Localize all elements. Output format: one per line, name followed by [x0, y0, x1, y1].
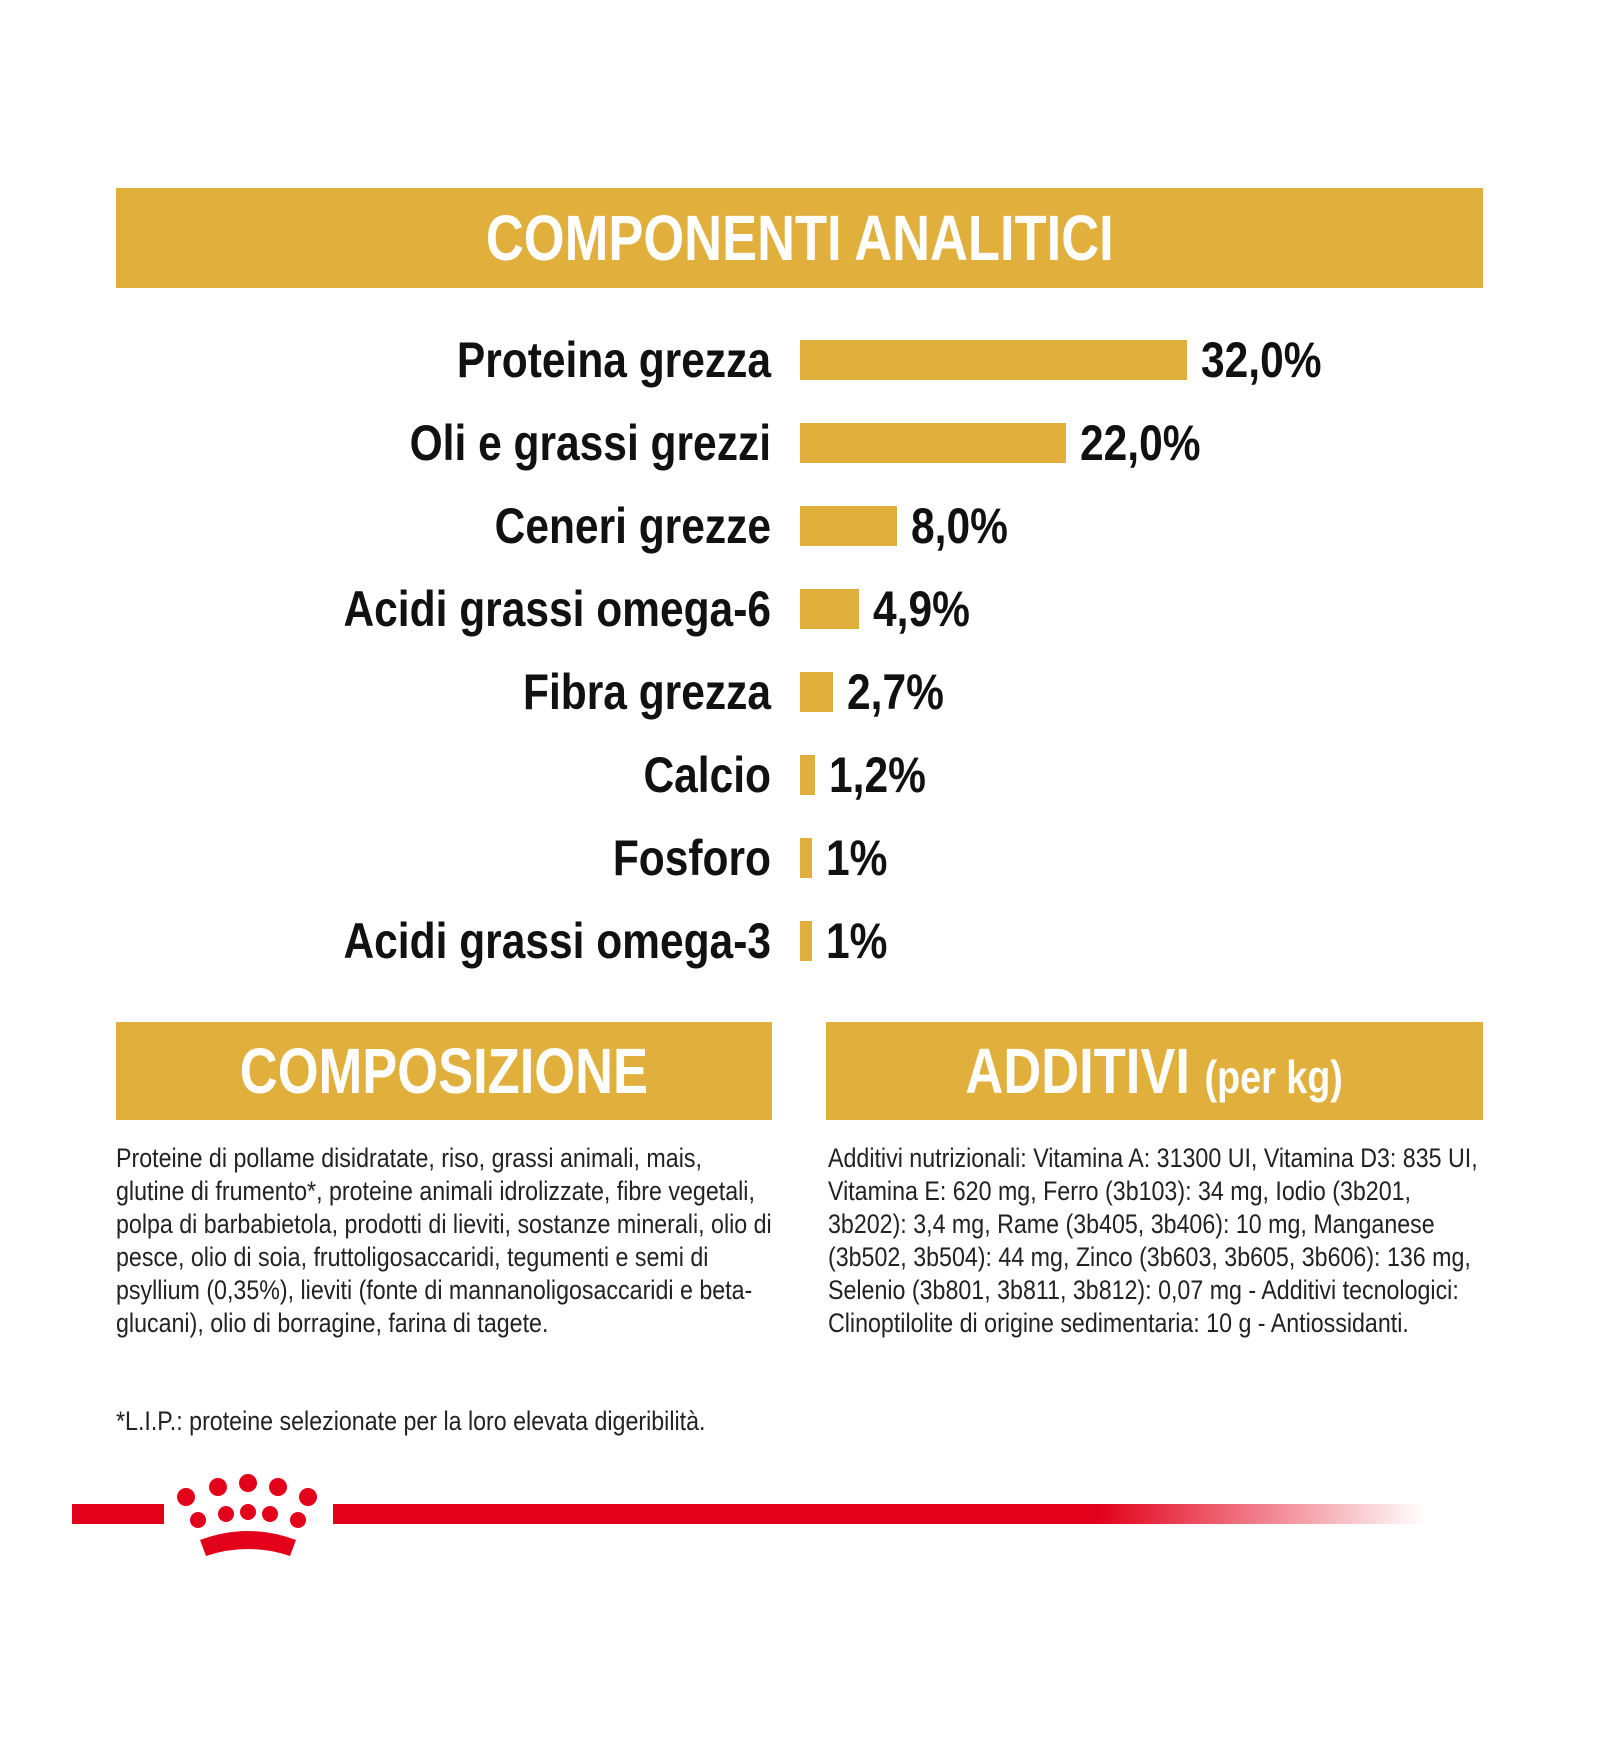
additives-text: Additivi nutrizionali: Vitamina A: 31300 UI, Vitamina D3: 835 UI, Vitamina E: 620 mg, Ferro (3b103): 34 mg, Iodio (3b201, 3b202): 3,4 mg, Rame (3b405, 3b406): 10 mg, Manganese (3b502, 3b504): 44 mg, Zinco (3b603, 3b605, 3b606): 136 mg, Selenio (3b801, 3b811, 3b812): 0,07 mg - Additivi tecnologici: Clinoptilolite di origine sedimentaria: 10 g - Antiossidanti. [828, 1143, 1478, 1338]
bar-label: Acidi grassi omega-6 [343, 581, 771, 637]
bar-value-label: 4,9% [873, 581, 971, 637]
footnote: *L.I.P.: proteine selezionate per la loro elevata digeribilità. [116, 1406, 706, 1436]
bar [800, 506, 897, 546]
analytic-bar-chart [0, 320, 1600, 1000]
bar-value-label: 1% [826, 830, 888, 886]
red-stripe-left [72, 1504, 164, 1524]
header-title-group [966, 1034, 1343, 1108]
bar-label: Ceneri grezze [494, 498, 771, 554]
bar [800, 340, 1187, 380]
bar-label: Fibra grezza [523, 664, 771, 720]
bar-label: Fosforo [612, 830, 771, 886]
header-title: COMPONENTI ANALITICI [485, 202, 1114, 274]
header-suffix: (per kg) [1204, 1051, 1344, 1103]
bar-label: Proteina grezza [456, 332, 771, 388]
header-title: ADDITIVI [965, 1035, 1191, 1107]
bar-label: Acidi grassi omega-3 [343, 913, 771, 969]
bar [800, 755, 815, 795]
bar-value-label: 1% [826, 913, 888, 969]
bar [800, 589, 859, 629]
bar-value-label: 32,0% [1201, 332, 1322, 388]
section-header-additivi [826, 1022, 1483, 1120]
composition-text: Proteine di pollame disidratate, riso, grassi animali, mais, glutine di frumento*, proteine animali idrolizzate, fibre vegetali, polpa di barbabietola, prodotti di lieviti, sostanze minerali, olio di pesce, olio di soia, fruttoligosaccaridi, tegumenti e semi di psyllium (0,35%), lieviti (fonte di mannanoligosaccaridi e beta-glucani), olio di borragine, farina di tagete. [116, 1143, 772, 1338]
bar [800, 672, 833, 712]
header-title: COMPOSIZIONE [239, 1035, 649, 1107]
bar [800, 921, 812, 961]
brand-stripe [0, 1470, 1600, 1570]
crown-icon [177, 1474, 317, 1556]
red-stripe-right [333, 1504, 1425, 1524]
bar-label: Calcio [643, 747, 771, 803]
bar-label: Oli e grassi grezzi [409, 415, 771, 471]
section-header-analitici [116, 188, 1483, 288]
bar-value-label: 8,0% [910, 498, 1008, 554]
bar-value-label: 2,7% [846, 664, 944, 720]
section-header-composizione [116, 1022, 772, 1120]
bar [800, 838, 812, 878]
bar [800, 423, 1066, 463]
bar-value-label: 22,0% [1080, 415, 1201, 471]
bar-value-label: 1,2% [828, 747, 926, 803]
